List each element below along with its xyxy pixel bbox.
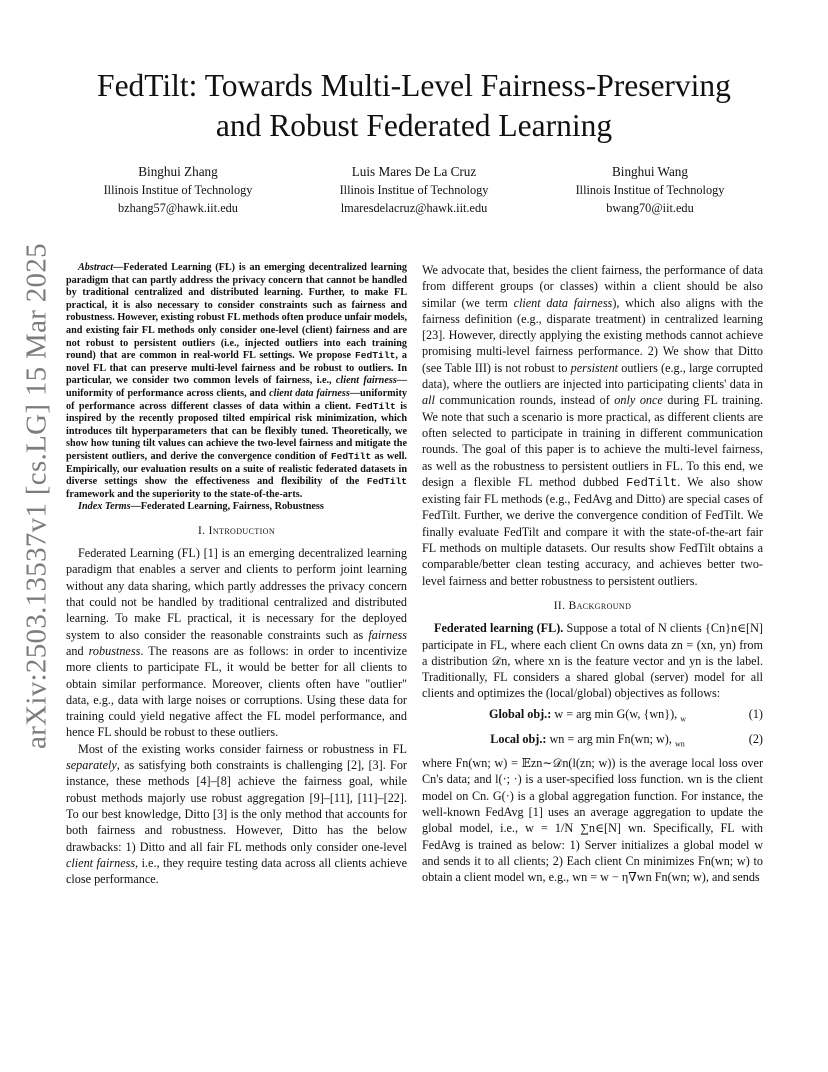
abstract-text: —Federated Learning (FL) is an emerging decentralized learning paradigm that can partly address the privacy concern that cannot be handled by traditional centralized and distributed learning. Further, to make FL practical, it is also necessary to consider constraints such as fairness and robustness. However, existing robust FL methods often produce unfair models, and existing fair FL methods only consider one-level (client) fairness and are not robust to persistent outliers (i.e., injected outliers into each training round) that are common in real-world FL settings. We propose — [66, 262, 407, 362]
intro-paragraph-2 — [66, 741, 407, 888]
method-name: FedTilt — [355, 350, 396, 362]
paper-title — [60, 66, 768, 146]
author-affiliation: Illinois Institue of Technology — [339, 183, 489, 197]
equation-number: (1) — [748, 706, 763, 721]
author-name: Binghui Zhang — [138, 164, 218, 179]
emph-text: only once — [614, 393, 663, 408]
equation-expression: w = arg min G(w, {wn}), — [551, 706, 678, 721]
abstract-text: framework and the superiority to the state-of-the-arts. — [66, 488, 303, 500]
text-run: Most of the existing works consider fairness or robustness in FL — [78, 741, 407, 756]
equation-1 — [422, 706, 763, 728]
background-paragraph-2: where Fn(wn; w) = 𝔼zn∼𝒟n(l(zn; w)) is the average local loss over Cn's data; and l(·; ·) is a user-specified loss function. wn is the client model on Cn. G(·) is a global aggregation function. For instance, the well-known FedAvg [1] uses an average aggregation to update the global model, i.e., w = 1/N ∑n∈[N] wn. Specifically, FL with FedAvg is trained as below: 1) Server initializes a global model w and sends it to all clients; 2) Each client Cn minimizes Fn(wn; w) to obtain a client model wn, e.g., wn = w − η∇wn Fn(wn; w), and sends — [422, 756, 763, 885]
index-terms-label: Index Terms — [78, 501, 131, 513]
author-affiliation: Illinois Institue of Technology — [575, 183, 725, 197]
author-affiliation: Illinois Institue of Technology — [103, 183, 253, 197]
equation-label: Global obj.: — [488, 706, 552, 721]
abstract-text: —uniformity of performance across clients, and — [66, 375, 407, 399]
section-number: II. — [553, 599, 569, 612]
emph-text: client data fairness — [513, 295, 613, 310]
text-run: We advocate that, besides the client fairness, the performance of data from different groups (or classes) within a client should be also similar (we term — [422, 263, 763, 310]
emph-text: persistent — [570, 360, 619, 375]
text-run: ), which also aligns with the fairness definition (e.g., disparate treatment) in centralized learning [23]. However, directly applying the existing methods cannot achieve promising multi-level fairness performance. 2) We show that Ditto (see Table III) is not robust to — [422, 295, 764, 375]
abstract-emph: client data fairness — [269, 387, 350, 399]
abstract-emph: client fairness — [335, 375, 397, 387]
emph-text: fairness — [368, 627, 407, 642]
background-paragraph-1 — [422, 620, 763, 701]
arxiv-stamp-text: arXiv:2503.13537v1 [cs.LG] 15 Mar 2025 — [20, 243, 53, 749]
left-column — [66, 262, 407, 887]
abstract-label: Abstract — [78, 262, 114, 273]
equation-2 — [422, 731, 763, 753]
author-name: Luis Mares De La Cruz — [351, 164, 477, 179]
section-title: Introduction — [208, 524, 276, 537]
abstract-text: , a novel FL that can preserve multi-level fairness and be robust to outliers. In particular, we consider two common levels of fairness, i.e., — [66, 350, 407, 387]
author-2 — [296, 163, 532, 217]
abstract-text: is inspired by the recently proposed tilted empirical risk minimization, which introduces tilt hyperparameters that can be flexibly tuned. Theoretically, we show how tuning tilt values can achieve the two-level fairness and mitigate the persistent outliers, and derive the convergence condition of — [66, 400, 407, 462]
text-run: during FL training. We note that such a scenario is more practical, as different clients are often selected to participate in training in different communication rounds. The goal of this paper is to achieve the multi-level fairness, as well as the robustness to persistent outliers in FL. To this end, we design a flexible FL method dubbed — [422, 393, 763, 489]
author-block — [60, 163, 768, 223]
paragraph-lead: Federated learning (FL). — [434, 621, 564, 636]
method-name: FedTilt — [355, 400, 396, 412]
equation-expression: wn = arg min Fn(wn; w), — [546, 732, 672, 747]
method-name: FedTilt — [625, 475, 678, 490]
abstract-text: —uniformity of performance across different classes of data within a client. — [66, 387, 407, 412]
title-line-1: FedTilt: Towards Multi-Level Fairness-Preserving — [97, 68, 731, 103]
author-1 — [60, 163, 296, 217]
text-run: communication rounds, instead of — [434, 393, 615, 408]
text-run: . The reasons are as follows: in order to incentivize more clients to participate FL, it would be better for all clients to obtain similar performance. Moreover, clients often have "outlier" data, e.g., data with large noises or corruptions. Using these data for training could yield negative affect the FL model performance, and hence FL should be robust to these outliers. — [66, 643, 407, 740]
abstract-text: as well. Empirically, our evaluation results on a suite of realistic federated datasets in diverse settings show the effectiveness and flexibility of the — [66, 450, 407, 488]
text-run: , i.e., they require testing data across all clients achieve close performance. — [66, 855, 407, 887]
author-3 — [532, 163, 768, 217]
section-title: Background — [568, 599, 632, 612]
text-run: outliers (e.g., large corrupted data), where the outliers are injected into participating clients' data in — [422, 360, 763, 392]
equation-number: (2) — [748, 732, 763, 747]
author-name: Binghui Wang — [612, 164, 688, 179]
text-run: , as satisfying both constraints is challenging [2], [3]. For instance, these methods [4]–[8] achieve the fairness goal, while robust methods majorly use robust aggregation [9]–[11], [11]–[22]. To our best knowledge, Ditto [3] is the only method that accounts for both fairness and robustness. However, Ditto has the below drawbacks: 1) Ditto and all fair FL methods only consider one-level — [66, 758, 407, 854]
text-run: and — [66, 643, 89, 658]
author-email: lmaresdelacruz@hawk.iit.edu — [340, 201, 488, 215]
emph-text: separately — [66, 758, 117, 773]
emph-text: client fairness — [66, 855, 136, 870]
text-run: Federated Learning (FL) [1] is an emerging decentralized learning paradigm that enables a server and clients to perform joint learning without any data sharing, which partly addresses the privacy concern that could not be handled by traditional centralized and distributed learning. To make FL practical, it is necessary for the deployed system to also consider the reasonable constraints such as — [66, 546, 407, 642]
method-name: FedTilt — [330, 450, 372, 462]
emph-text: robustness — [88, 643, 141, 658]
author-email: bzhang57@hawk.iit.edu — [118, 201, 238, 215]
equation-subscript: wn — [674, 739, 685, 749]
intro-paragraph-1 — [66, 545, 407, 741]
section-heading-introduction — [66, 523, 407, 539]
equation-subscript: w — [680, 714, 686, 724]
intro-paragraph-3 — [422, 262, 763, 589]
index-terms — [66, 501, 407, 514]
section-number: I. — [197, 524, 209, 537]
right-column — [422, 262, 763, 886]
section-heading-background — [422, 598, 763, 614]
author-email: bwang70@iit.edu — [606, 201, 694, 215]
abstract — [66, 262, 407, 501]
index-terms-text: —Federated Learning, Fairness, Robustness — [130, 501, 324, 513]
text-run: . We also show existing fair FL methods (e.g., FedAvg and Ditto) are special cases of FedTilt. Further, we derive the convergence condition of FedTilt. We finally evaluate FedTilt and compare it with the state-of-the-art fair FL methods on multiple datasets. Our results show FedTilt obtains a comparable/better clean testing accuracy, and achieves better two-level fairness and better robustness to persistent outliers. — [422, 474, 763, 588]
emph-text: all — [422, 393, 435, 408]
title-line-2: and Robust Federated Learning — [215, 108, 613, 143]
equation-label: Local obj.: — [490, 732, 547, 747]
method-name: FedTilt — [366, 476, 407, 488]
arxiv-stamp — [20, 243, 54, 749]
text-run: Suppose a total of N clients {Cn}n∈[N] participate in FL, where each client Cn owns data zn = (xn, yn) from a distribution 𝒟n, where xn is the feature vector and yn is the label. Traditionally, FL considers a shared global (server) model for all clients and optimizes the (local/global) objectives as follows: — [422, 621, 763, 701]
